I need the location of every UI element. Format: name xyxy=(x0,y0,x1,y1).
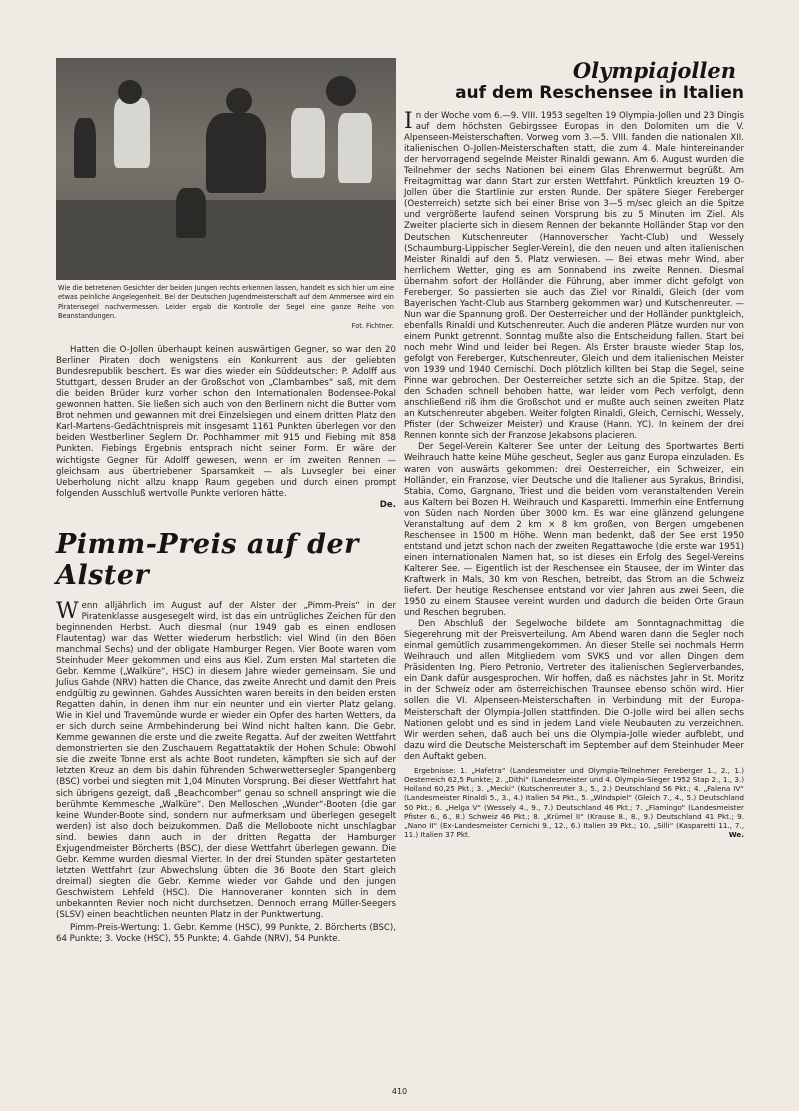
left-column xyxy=(56,58,396,945)
photo-credit: Fot. Fichtner. xyxy=(351,321,394,330)
olympia-p1-body: n der Woche vom 6.—9. VIII. 1953 segelten 19 Olympia-Jollen und 23 Dingis auf dem höchsten Gebirgssee Europas in den Dolomiten um die V. Alpenseen-Meisterschaften. Vorweg vom 3.—5. VIII. fanden die nationalen XII. italienischen O-Jollen-Meisterschaften statt, die zum 4. Male hintereinander der hervorragend segelnde Meister Rinaldi gewann. Am 6. August wurden die Teilnehmer der sechs Nationen bei einem Glas Ehrenwermut begrüßt. Am Freitagmittag war dann Start zur ersten Wettfahrt. Pünktlich kreuzten 19 O-Jollen über die Startlinie zur ersten Runde. Der spätere Sieger Fereberger (Oesterreich) setzte sich bei einer Brise von 3—5 m/sec gleich an die Spitze und vergrößerte laufend seinen Vorsprung bis zu 5 Minuten im Ziel. Als Zweiter placierte sich in diesem Rennen der bekannte Holländer Stap vor den Deutschen Kutschenreuter (Hannoverscher Yacht-Club) und Wessely (Schaumburg-Lippischer Segler-Verein), die den neuen und alten italienischen Meister Rinaldi auf den 5. Platz verwiesen. — Bei etwas mehr Wind, aber herrlichem Wetter, ging es am Sonnabend ins zweite Rennen. Diesmal übernahm sofort der Holländer die Führung, aber immer dicht gefolgt von Fereberger. So passierten sie auch das Ziel vor Rinaldi, Gleich (der vom Bayerischen Yacht-Club aus Starnberg gekommen war) und Kutschenreuter. — Nun war die Spannung groß. Der Oesterreicher und der Holländer punktgleich, ebenfalls Rinaldi und Kutschenreuter. Auch die anderen Plätze wurden nur von einem Punkt getrennt. Sonntag mußte also die Entscheidung fallen. Start bei noch mehr Wind und leider bei Regen. Als Erster brauste wieder Stap los, gefolgt von Fereberger, Kutschenreuter, Gleich und dem italienischen Meister von 1939 und 1940 Cernischi. Doch plötzlich killten bei Stap die Segel, seine Pinne war gebrochen. Der Oesterreicher setzte sich an die Spitze. Stap, der den Schaden schnell behoben hatte, war leider vom Pech verfolgt, denn anschließend riß ihm die Großschot und er mußte auch seinen zweiten Platz an Kutschenreuter abgeben. Weiter folgten Rinaldi, Gleich, Cernischi, Wessely, Pfister (der Schweizer Meister) und Krause (Hann. YC). In keinem der drei Rennen konnte sich der Franzose Jekabsons placieren. xyxy=(404,111,744,442)
pimm-preis-text xyxy=(56,598,396,921)
photo-caption xyxy=(58,284,394,331)
olympia-jollen-berlin-paragraph: Hatten die O-Jollen überhaupt keinen auswärtigen Gegner, so war den 20 Berliner Piraten doch wenigstens ein Konkurrent aus der geliebten Bundesrepublik beschert. Es war dies wieder ein Süddeutscher: P. Adolff aus Stuttgart, dessen Bruder an der Großschot von „Clambambes“ saß, mit dem die beiden Brüder kurz vorher schon den Internationalen Bodensee-Pokal gewonnen hatten. Sie ließen sich auch von den Berlinern nicht die Butter vom Brot nehmen und gewannen mit drei Einzelsiegen und einem dritten Platz den Karl-Martens-Gedächtnispreis mit insgesamt 1161 Punkten überlegen vor den beiden Westberliner Seglern Dr. Pochhammer mit 915 und Fiebing mit 858 Punkten. Fiebings Ergebnis entsprach nicht seiner Form. Er wäre der wichtigste Gegner für Adolff gewesen, wenn er im zweiten Rennen — gleichsam aus übertriebener Sparsamkeit — als Luvsegler bei einer Ueberholung nicht allzu knapp Raum gegeben und durch einen prompt folgenden Ausschluß wertvolle Punkte verloren hätte. xyxy=(56,345,396,499)
page-number: 410 xyxy=(391,1087,408,1096)
olympia-paragraph-2: Der Segel-Verein Kalterer See unter der Leitung des Sportwartes Berti Weihrauch hatte keine Mühe gescheut, Segler aus ganz Europa einzuladen. Es waren von auswärts gekommen: drei Oesterreicher, ein Schweizer, ein Holländer, ein Franzose, vier Deutsche und die Italiener aus Syrakus, Brindisi, Stabia, Como, Gargnano, Triest und die beiden vom veranstaltenden Verein aus Kaltern bei Bozen H. Weihrauch und Kasparetti. Immerhin eine Entfernung von Süden nach Norden über 3000 km. Es war eine glänzend gelungene Veranstaltung auf dem 2 km × 8 km großen, von Bergen umgebenen Reschensee in 1500 m Höhe. Wenn man bedenkt, daß der See erst 1950 entstand und jetzt schon nach der zweiten Regattawoche (die erste war 1951) einen internationalen Namen hat, so ist dieses ein Erfolg des Segel-Vereins Kalterer See. — Eigentlich ist der Reschensee ein Stausee, der im Winter das Kraftwerk in Mals, 30 km von Reschen, betreibt, das Strom an die Schweiz liefert. Der heutige Reschensee entstand vor vier Jahren aus zwei Seen, die 1950 zu einem Stausee vereint wurden und dadurch die beiden Orte Graun und Reschen begruben. xyxy=(404,442,744,619)
pimm-body: enn alljährlich im August auf der Alster der „Pimm-Preis“ in der Piratenklasse ausgesegelt wird, ist das ein untrügliches Zeichen für den beginnenden Herbst. Auch diesmal (nur 1949 gab es einen endlosen Flautentag) war das Wetter wiederum herbstlich: viel Wind (in den Böen manchmal Sechs) und der obligate Hamburger Regen. Vier Boote waren vom Steinhuder Meer gekommen und eins aus Kiel. Zum ersten Mal starteten die Gebr. Kemme („Walküre“, HSC) in diesem Jahre wieder gemeinsam. Sie und Julius Gahde (NRV) hatten die Chance, das zweite Anrecht und damit den Preis endgültig zu gewinnen. Gahdes Aussichten waren bereits in den beiden ersten Regatten dahin, in denen ihm nur ein neunter und ein vierter Platz gelang. Wie in Kiel und Travemünde wurde er wieder ein Opfer des harten Wetters, da er sich durch seine Armbehinderung bei Wind nicht halten kann. Die Gebr. Kemme gewannen die erste und die zweite Regatta. Auf der zweiten Wettfahrt demonstrierten sie den Zuschauern Regattataktik der Hohen Schule: Obwohl sie die zweite Tonne erst als achte Boot rundeten, kämpften sie sich auf der letzten Kreuz an dem bis dahin führenden Schwerwettersegler Spangenberg (BSC) vorbei und siegten mit 1,04 Minuten Vorsprung. Bei dieser Wettfahrt hat sich übrigens gezeigt, daß „Beachcomber“ genau so schnell anspringt wie die berühmte Kemmesche „Walküre“. Den Melloschen „Wunder“-Booten (die gar keine Wunder-Boote sind, sondern nur aufmerksam und überlegen gesegelt werden) ist also doch beizukommen. Daß die Melloboote nicht unschlagbar sind. bewies dann auch in der dritten Regatta der Hamburger Exjugendmeister Börcherts (BSC), der diese Wettfahrt überlegen gewann. Die Gebr. Kemme wurden diesmal Vierter. In der drei Stunden später gestarteten letzten Wettfahrt (zur Abwechslung übten die 36 Boote den Start gleich dreimal) siegten die Gebr. Kemme wieder vor Gahde und den jungen Geschwistern Lehfeld (HSC). Die Hannoveraner konnten sich in dem unbekannten Revier noch nicht durchsetzen. Dennoch errang Müller-Seegers (SLSV) einen beachtlichen neunten Platz in der Punktwertung. xyxy=(56,600,396,921)
pimm-preis-results: Pimm-Preis-Wertung: 1. Gebr. Kemme (HSC), 99 Punkte, 2. Börcherts (BSC), 64 Punkte; 3. Vocke (HSC), 55 Punkte; 4. Gahde (NRV), 54 Punkte. xyxy=(56,923,396,945)
olympia-signoff: We. xyxy=(728,830,744,840)
sailing-photo xyxy=(56,58,396,280)
pimm-dropcap: W xyxy=(56,598,79,624)
olympia-results-text: Ergebnisse: 1. „Hafetra“ (Landesmeister und Olympia-Teilnehmer Fereberger 1., 2., 1.) Oesterreich 62,5 Punkte; 2. „Dithi“ (Landesmeister und 4. Olympia-Sieger 1952 Stap 2., 1., 3.) Holland 60,25 Pkt.; 3. „Mecki“ (Kutschenreuter 3., 5., 2.) Deutschland 56 Pkt.; 4. „Falena IV“ (Landesmeister Rinaldi 5., 3., 4.) Italien 54 Pkt., 5. „Windspiel“ (Gleich 7., 4., 5.) Deutschland 50 Pkt.; 6. „Helga V“ (Wessely 4., 9., 7.) Deutschland 46 Pkt.; 7. „Flamingo“ (Landesmeister Pfister 6., 6., 8.) Schweiz 46 Pkt.; 8. „Krümel II“ (Krause 8., 8., 9.) Deutschland 41 Pkt.; 9. „Nano II“ (Ex-Landesmeister Cernichi 9., 12., 6.) Italien 39 Pkt.; 10. „Silli“ (Kasparetti 11., 7., 11.) Italien 37 Pkt. xyxy=(404,765,744,840)
pimm-preis-title: Pimm-Preis auf der Alster xyxy=(56,528,359,591)
olympia-paragraph-1 xyxy=(404,111,744,442)
left-signoff: De. xyxy=(379,499,396,510)
olympia-results xyxy=(404,766,744,840)
olympiajollen-title: Olympiajollen xyxy=(572,58,736,83)
caption-text: Wie die betretenen Gesichter der beiden Jungen rechts erkennen lassen, handelt es sich hier um eine etwas peinliche Angelegenheit. Bei der Deutschen Jugendmeisterschaft auf dem Ammersee wird ein Piratensegel nachvermessen. Leider ergab die Kontrolle der Segel eine ganze Reihe von Beanstandungen. xyxy=(58,284,394,321)
olympiajollen-subtitle: auf dem Reschensee in Italien xyxy=(455,83,744,103)
olympia-dropcap: I xyxy=(404,109,413,134)
olympia-paragraph-3: Den Abschluß der Segelwoche bildete am Sonntagnachmittag die Siegerehrung mit der Preisverteilung. Am Abend waren dann die Segler noch einmal gemütlich zusammengekommen. An dieser Stelle sei nochmals Herrn Weihrauch und allen Mitgliedern vom SVKS und vor allen Dingen dem Präsidenten Ing. Piero Petronio, Vertreter des italienischen Seglerverbandes, ein Dank dafür ausgesprochen. Wir hoffen, daß es nächstes Jahr in St. Moritz in der Schweiz oder am österreichischen Traunsee ebenso schön wird. Hier sollen die VI. Alpenseen-Meisterschaften in Verbindung mit der Europa-Meisterschaft der Olympia-Jollen stattfinden. Die O-Jolle wird bei allen sechs Nationen gelobt und es sind in jedem Land viele Neubauten zu verzeichnen. Wir werden sehen, daß auch bei uns die Olympia-Jolle wieder aufblebt, und dazu wird die Deutsche Meisterschaft im September auf dem Steinhuder Meer den Auftakt geben. xyxy=(404,619,744,762)
right-column xyxy=(404,58,744,847)
